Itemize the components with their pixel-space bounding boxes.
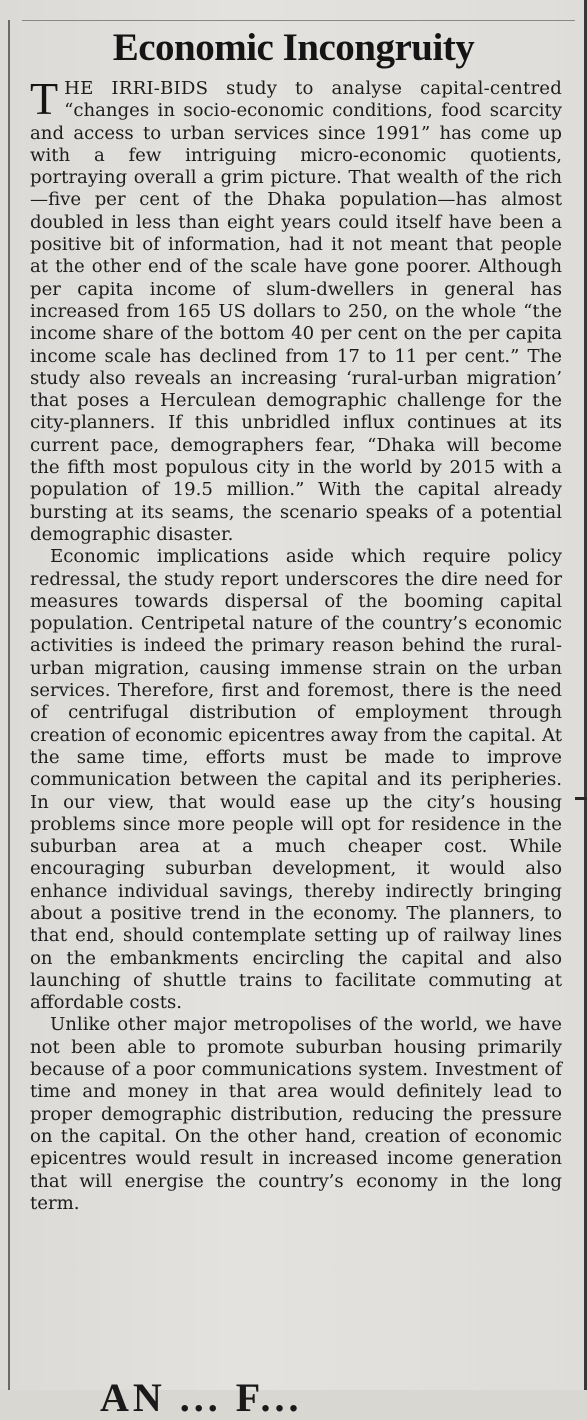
top-rule [22, 20, 575, 21]
next-article-headline-fragment: AN ... F... [100, 1375, 303, 1420]
article-headline: Economic Incongruity [112, 26, 475, 69]
article-paragraph-3: Unlike other major metropolises of the world, we have not been able to promote suburban housing primarily because of a poor communications system. Investment of time and money in that area would definitely lead to proper demographic distribution, reducing the pressure on the capital. On the other hand, creation of economic epicentres would result in increased income generation that will energise the country’s economy in the long term. [30, 1014, 562, 1214]
paragraph-lead-in: HE IRRI-BIDS study to analyse capital-centred [64, 78, 562, 99]
column-edge-mark [575, 797, 587, 800]
drop-cap: T [30, 73, 59, 124]
article-paragraph-1 [30, 73, 562, 546]
column-divider-left [8, 20, 10, 1390]
article-body [30, 73, 562, 1215]
article-paragraph-2: Economic implications aside which require policy redressal, the study report underscores the dire need for measures towards dispersal of the booming capital population. Centripetal nature of the country’s economic activities is indeed the primary reason behind the rural-urban migration, causing immense strain on the urban services. Therefore, first and foremost, there is the need of centrifugal distribution of employment through creation of economic epicentres away from the capital. At the same time, efforts must be made to improve communication between the capital and its peripheries. In our view, that would ease up the city’s housing problems since more people will opt for residence in the suburban area at a much cheaper cost. While encouraging suburban development, it would also enhance individual savings, thereby indirectly bringing about a positive trend in the economy. The planners, to that end, should contemplate setting up of railway lines on the embankments encircling the capital and also launching of shuttle trains to facilitate commuting at affordable costs. [30, 546, 562, 1014]
paragraph-1-text: “changes in socio-economic conditions, food scarcity and access to urban services since 1991” has come up with a few intriguing micro-economic quotients, portraying overall a grim picture. That wealth of the rich—five per cent of the Dhaka population—has almost doubled in less than eight years could itself have been a positive bit of information, had it not meant that people at the other end of the scale have gone poorer. Although per capita income of slum-dwellers in general has increased from 165 US dollars to 250, on the whole “the income share of the bottom 40 per cent on the per capita income scale has declined from 17 to 11 per cent.” The study also reveals an increasing ‘rural-urban migration’ that poses a Herculean demographic challenge for the city-planners. If this unbridled influx continues at its current pace, demographers fear, “Dhaka will become the fifth most populous city in the world by 2015 with a population of 19.5 million.” With the capital already bursting at its seams, the scenario speaks of a potential demographic disaster. [30, 100, 562, 545]
